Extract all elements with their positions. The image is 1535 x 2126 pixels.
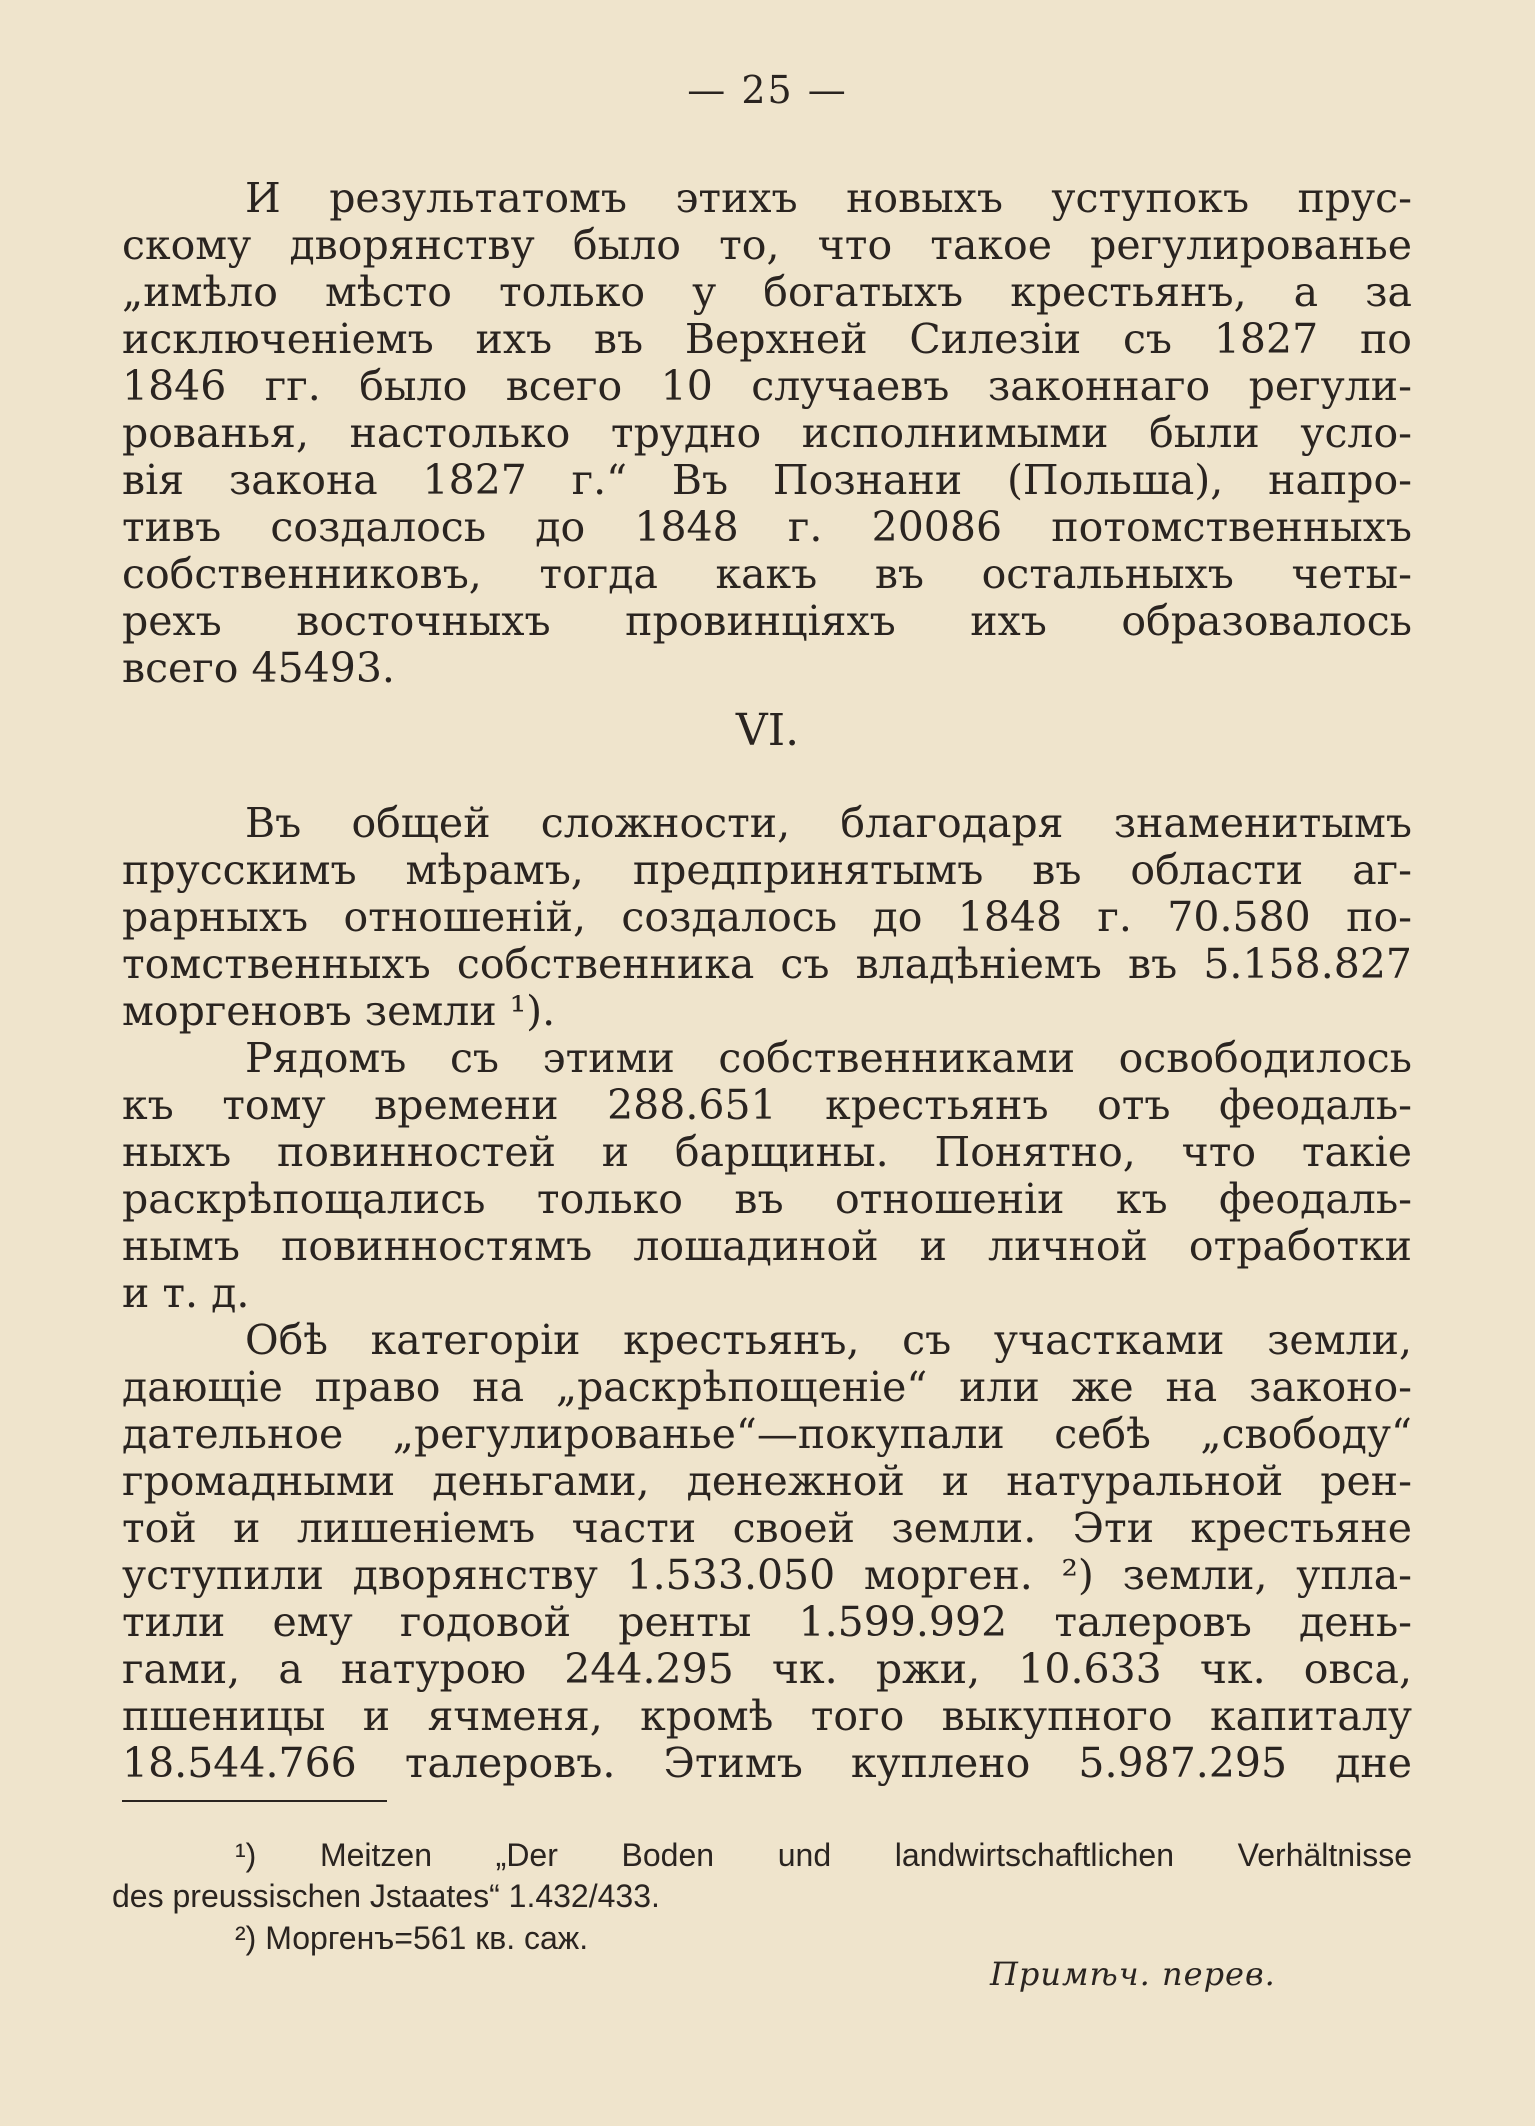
paragraph-line: гами, а натурою 244.295 чк. ржи, 10.633 чк. овса, [122, 1645, 1412, 1693]
paragraph-line: Въ общей сложности, благодаря знаменитымъ [245, 799, 1412, 847]
page-number: — 25 — [687, 68, 848, 112]
paragraph-line: прусскимъ мѣрамъ, предпринятымъ въ области аг- [122, 846, 1412, 894]
paragraph-line: пшеницы и ячменя, кромѣ того выкупного капиталу [122, 1692, 1412, 1740]
paragraph-line: тивъ создалось до 1848 г. 20086 потомственныхъ [122, 503, 1412, 551]
paragraph-line: раскрѣпощались только въ отношеніи къ феодаль- [122, 1175, 1412, 1223]
translator-note: Примѣч. перев. [990, 1955, 1276, 1993]
paragraph-line: дательное „регулированье“—покупали себѣ „свободу“ [122, 1410, 1412, 1458]
footnote-divider [122, 1800, 387, 1802]
footnote-1-line-2: des preussischen Jstaates“ 1.432/433. [112, 1878, 660, 1914]
paragraph-line: Рядомъ съ этими собственниками освободилось [245, 1034, 1412, 1082]
paragraph-line: вія закона 1827 г.“ Въ Познани (Польша), напро- [122, 456, 1412, 504]
paragraph-line: рарныхъ отношеній, создалось до 1848 г. 70.580 по- [122, 893, 1412, 941]
paragraph-line: рованья, настолько трудно исполнимыми были усло- [122, 409, 1412, 457]
paragraph-line: ныхъ повинностей и барщины. Понятно, что такіе [122, 1128, 1412, 1176]
paragraph-line: моргеновъ земли ¹). [122, 987, 556, 1035]
paragraph-line: 1846 гг. было всего 10 случаевъ законнаго регули- [122, 362, 1412, 410]
footnote-2: ²) Моргенъ=561 кв. саж. [235, 1920, 589, 1956]
paragraph-line: 18.544.766 талеровъ. Этимъ куплено 5.987.295 дне [122, 1739, 1412, 1787]
paragraph-line: И результатомъ этихъ новыхъ уступокъ прус- [245, 174, 1412, 222]
paragraph-line: исключеніемъ ихъ въ Верхней Силезіи съ 1827 по [122, 315, 1412, 363]
paragraph-line: скому дворянству было то, что такое регулированье [122, 221, 1412, 269]
paragraph-line: громадными деньгами, денежной и натуральной рен- [122, 1457, 1412, 1505]
paragraph-line: нымъ повинностямъ лошадиной и личной отработки [122, 1222, 1412, 1270]
paragraph-line: къ тому времени 288.651 крестьянъ отъ феодаль- [122, 1081, 1412, 1129]
paragraph-line: и т. д. [122, 1269, 250, 1317]
paragraph-line: томственныхъ собственника съ владѣніемъ въ 5.158.827 [122, 940, 1412, 988]
paragraph-line: собственниковъ, тогда какъ въ остальныхъ четы- [122, 550, 1412, 598]
paragraph-line: уступили дворянству 1.533.050 морген. ²) земли, упла- [122, 1551, 1412, 1599]
paragraph-line: рехъ восточныхъ провинціяхъ ихъ образовалось [122, 597, 1412, 645]
paragraph-line: „имѣло мѣсто только у богатыхъ крестьянъ, а за [122, 268, 1412, 316]
paragraph-line: дающіе право на „раскрѣпощеніе“ или же на законо- [122, 1363, 1412, 1411]
paragraph-line: Обѣ категоріи крестьянъ, съ участками земли, [245, 1316, 1412, 1364]
paragraph-line: тили ему годовой ренты 1.599.992 талеровъ день- [122, 1598, 1412, 1646]
paragraph-line: всего 45493. [122, 644, 395, 692]
paragraph-line: той и лишеніемъ части своей земли. Эти крестьяне [122, 1504, 1412, 1552]
footnote-1-line-1: ¹) Meitzen „Der Boden und landwirtschaftlichen Verhältnisse [235, 1837, 1412, 1873]
section-heading: VI. [735, 705, 800, 756]
